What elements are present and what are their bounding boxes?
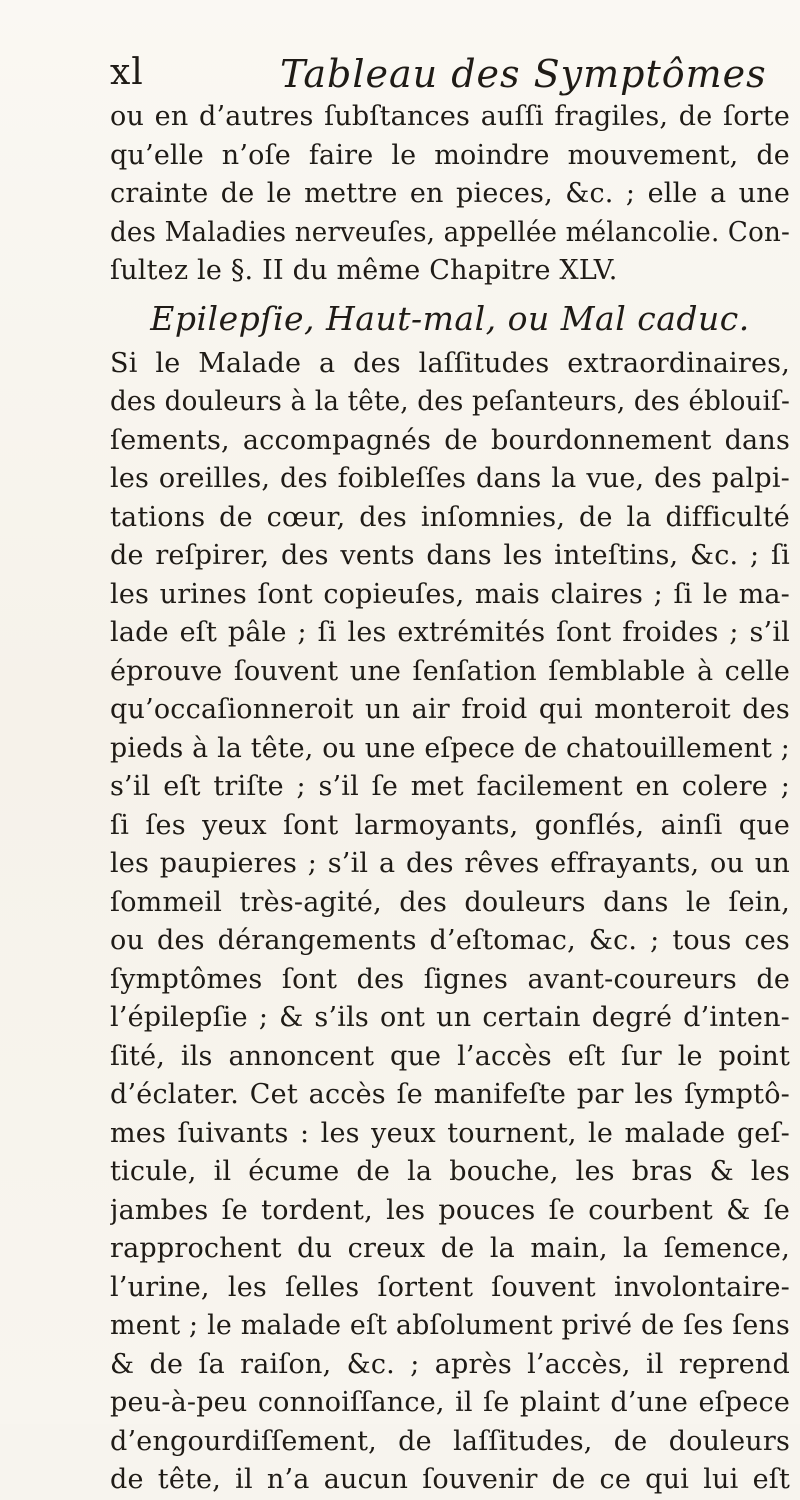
- paragraph-2: [110, 345, 790, 1500]
- text-line: mes ſuivants : les yeux tournent, le malade geſ-: [110, 1117, 790, 1149]
- text-line: l’épilepſie ; & s’ils ont un certain degré d’inten-: [110, 1002, 790, 1033]
- text-line: ſommeil très-agité, des douleurs dans le ſein,: [110, 886, 790, 918]
- text-line: ſymptômes ſont des ſignes avant-coureurs de: [110, 963, 790, 995]
- text-line: des Maladies nerveuſes, appellée mélancolie. Con-: [110, 216, 790, 248]
- running-title: Tableau des Symptômes: [280, 52, 767, 96]
- paragraph-1: [110, 98, 790, 291]
- text-line: Si le Malade a des laſſitudes extraordinaires,: [110, 347, 790, 379]
- text-line: d’engourdiſſement, de laſſitudes, de douleurs: [110, 1425, 790, 1457]
- text-line: qu’occaſionneroit un air froid qui monteroit des: [110, 694, 790, 725]
- section-heading: Epilepſie, Haut-mal, ou Mal caduc.: [150, 298, 750, 338]
- page-header: [110, 52, 790, 102]
- text-line: ment ; le malade eſt abſolument privé de ſes ſens: [110, 1310, 790, 1341]
- text-line: ou des dérangements d’eſtomac, &c. ; tous ces: [110, 925, 790, 956]
- text-line: jambes ſe tordent, les pouces ſe courbent & ſe: [110, 1194, 790, 1226]
- text-line: crainte de le mettre en pieces, &c. ; elle a une: [110, 178, 790, 209]
- text-line: des douleurs à la tête, des peſanteurs, des éblouiſ-: [110, 386, 790, 417]
- text-line: les oreilles, des foibleſſes dans la vue, des palpi-: [110, 463, 790, 494]
- text-line: rapprochent du creux de la main, la ſemence,: [110, 1233, 790, 1264]
- text-line: l’urine, les ſelles ſortent ſouvent involontaire-: [110, 1271, 790, 1303]
- text-line: & de ſa raiſon, &c. ; après l’accès, il reprend: [110, 1348, 790, 1380]
- text-line: de tête, il n’a aucun ſouvenir de ce qui lui eſt: [110, 1464, 790, 1495]
- text-line: lade eſt pâle ; ſi les extrémités ſont froides ; s’il: [110, 617, 790, 648]
- text-line: les paupieres ; s’il a des rêves effrayants, ou un: [110, 848, 790, 879]
- text-line: qu’elle n’oſe faire le moindre mouvement, de: [110, 139, 790, 171]
- body-text: [110, 98, 790, 1500]
- text-line: ſements, accompagnés de bourdonnement dans: [110, 424, 790, 456]
- text-line: d’éclater. Cet accès ſe manifeſte par les ſymptô-: [110, 1079, 790, 1110]
- page-number: xl: [110, 52, 144, 93]
- text-line: ſultez le §. II du même Chapitre XLV.: [110, 255, 618, 286]
- text-line: éprouve ſouvent une ſenſation ſemblable à celle: [110, 655, 790, 687]
- text-line: ou en d’autres ſubſtances auſſi fragiles, de ſorte: [110, 101, 790, 132]
- text-line: ſité, ils annoncent que l’accès eſt ſur le point: [110, 1040, 790, 1072]
- text-line: peu-à-peu connoiſſance, il ſe plaint d’une eſpece: [110, 1387, 790, 1418]
- text-line: ſi ſes yeux ſont larmoyants, gonflés, ainſi que: [110, 809, 790, 841]
- text-line: ticule, il écume de la bouche, les bras & les: [110, 1156, 790, 1187]
- text-line: de reſpirer, des vents dans les inteſtins, &c. ; ſi: [110, 540, 790, 571]
- text-line: s’il eſt triſte ; s’il ſe met facilement en colere ;: [110, 771, 790, 802]
- text-line: les urines ſont copieuſes, mais claires ; ſi le ma-: [110, 578, 790, 610]
- text-line: pieds à la tête, ou une eſpece de chatouillement ;: [110, 732, 790, 764]
- text-line: tations de cœur, des inſomnies, de la difficulté: [110, 501, 790, 533]
